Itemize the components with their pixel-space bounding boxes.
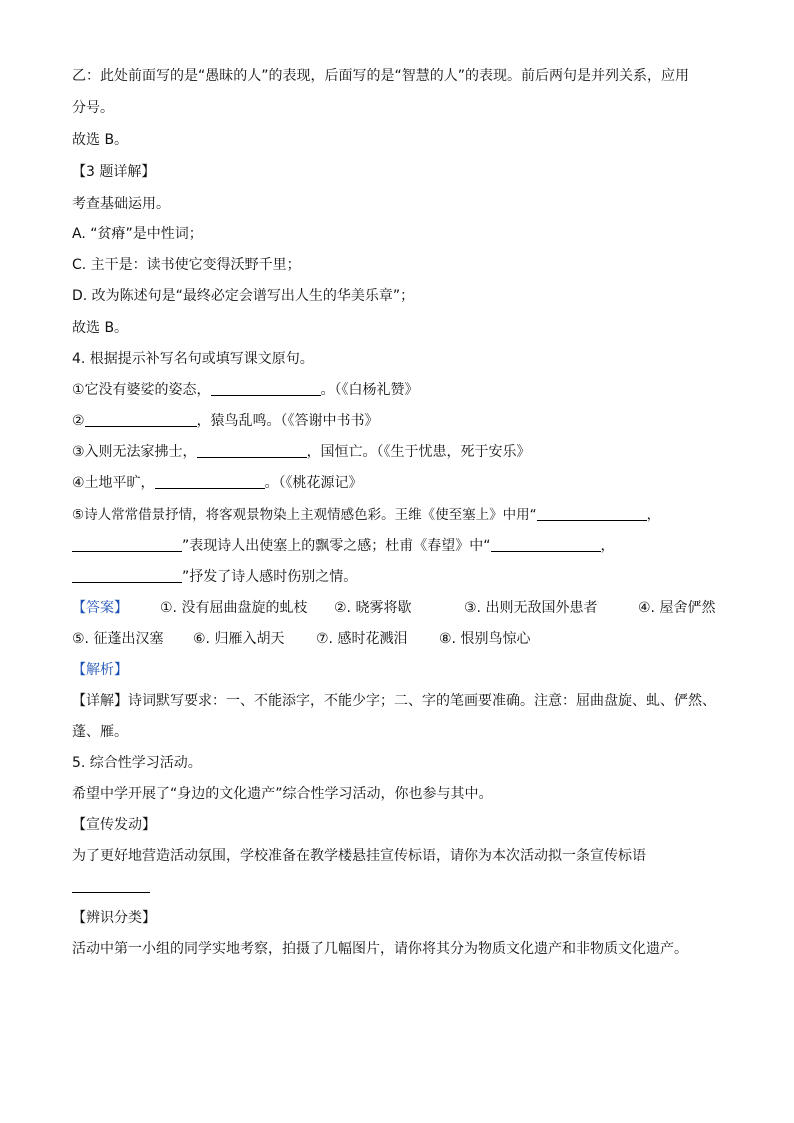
question-text: ，国恒亡。（《生于忧患，死于安乐》 — [306, 444, 531, 460]
paragraph: 为了更好地营造活动氛围，学校准备在教学楼悬挂宣传标语，请你为本次活动拟一条宣传标语 — [72, 848, 646, 864]
detail-label: 【详解】 — [72, 693, 128, 709]
paragraph: 蓬、雁。 — [72, 724, 128, 740]
answer-blank[interactable] — [155, 474, 265, 489]
question-text: ③入则无法家拂士， — [72, 444, 197, 460]
paragraph: 故选 B。 — [72, 132, 129, 148]
paragraph: 希望中学开展了“身边的文化遗产”综合性学习活动，你也参与其中。 — [72, 786, 493, 802]
question-text: ”表现诗人出使塞上的飘零之感；杜甫《春望》中“ — [182, 538, 491, 554]
question-text: ①它没有婆娑的姿态， — [72, 382, 211, 398]
paragraph: 分号。 — [72, 100, 114, 116]
analysis-label: 【解析】 — [72, 662, 128, 678]
detail-text: 诗词默写要求：一、不能添字，不能少字；二、字的笔画要准确。注意：屈曲盘旋、虬、俨然、 — [128, 693, 716, 709]
question-title: 4. 根据提示补写名句或填写课文原句。 — [72, 351, 314, 367]
answer-item: ⑤. 征蓬出汉塞 — [72, 631, 164, 647]
answer-blank[interactable] — [72, 537, 182, 552]
answer-label: 【答案】 — [72, 600, 128, 616]
section-heading: 【3 题详解】 — [72, 164, 156, 180]
fill-question-5-end — [72, 567, 357, 587]
question-text: ② — [72, 413, 85, 429]
paragraph: 乙：此处前面写的是“愚昧的人”的表现，后面写的是“智慧的人”的表现。前后两句是并列关系，应用 — [72, 68, 690, 84]
paragraph: 考查基础运用。 — [72, 196, 170, 212]
question-text: 。（《桃花源记》 — [264, 475, 363, 491]
section-heading: 【宣传发动】 — [72, 817, 156, 833]
answer-blank[interactable] — [197, 443, 307, 458]
answer-item: ②. 晓雾将歇 — [334, 600, 412, 616]
fill-question-2 — [72, 411, 379, 431]
question-title: 5. 综合性学习活动。 — [72, 755, 202, 771]
answer-blank[interactable] — [537, 506, 647, 521]
answer-row-1 — [72, 598, 722, 618]
question-text: ④土地平旷， — [72, 475, 155, 491]
answer-item: ⑦. 感时花溅泪 — [316, 631, 408, 647]
fill-question-3 — [72, 442, 531, 462]
question-text: 。（《白杨礼赞》 — [320, 382, 419, 398]
fill-question-4 — [72, 473, 363, 493]
fill-question-5 — [72, 505, 660, 525]
question-text: ⑤诗人常常借景抒情，将客观景物染上主观情感色彩。王维《使至塞上》中用“ — [72, 507, 537, 523]
paragraph: C. 主干是：读书使它变得沃野千里； — [72, 257, 301, 273]
paragraph: 故选 B。 — [72, 320, 129, 336]
section-heading: 【辨识分类】 — [72, 910, 156, 926]
question-text: ，猿鸟乱鸣。（《答谢中书书》 — [196, 413, 379, 429]
answer-item: ④. 屋舍俨然 — [638, 600, 716, 616]
detail-paragraph — [72, 691, 716, 711]
answer-blank[interactable] — [72, 568, 182, 583]
paragraph: A. “贫瘠”是中性词； — [72, 226, 203, 242]
fill-question-1 — [72, 380, 419, 400]
answer-item: ①. 没有屈曲盘旋的虬枝 — [160, 600, 308, 616]
question-text: ”抒发了诗人感时伤别之情。 — [182, 569, 358, 585]
paragraph: D. 改为陈述句是“最终必定会谱写出人生的华美乐章”； — [72, 288, 415, 304]
answer-blank[interactable] — [211, 381, 321, 396]
question-text: ， — [600, 538, 615, 554]
answer-item: ⑥. 归雁入胡天 — [193, 631, 285, 647]
question-text: ， — [646, 507, 661, 523]
fill-question-5-cont — [72, 536, 615, 556]
paragraph: 活动中第一小组的同学实地考察，拍摄了几幅图片，请你将其分为物质文化遗产和非物质文化遗产。 — [72, 941, 688, 957]
answer-blank[interactable] — [491, 537, 601, 552]
answer-row-2 — [72, 629, 722, 649]
answer-item: ⑧. 恨别鸟惊心 — [439, 631, 531, 647]
answer-item: ③. 出则无敌国外患者 — [464, 600, 598, 616]
answer-line[interactable] — [72, 892, 150, 893]
answer-blank[interactable] — [85, 412, 197, 427]
